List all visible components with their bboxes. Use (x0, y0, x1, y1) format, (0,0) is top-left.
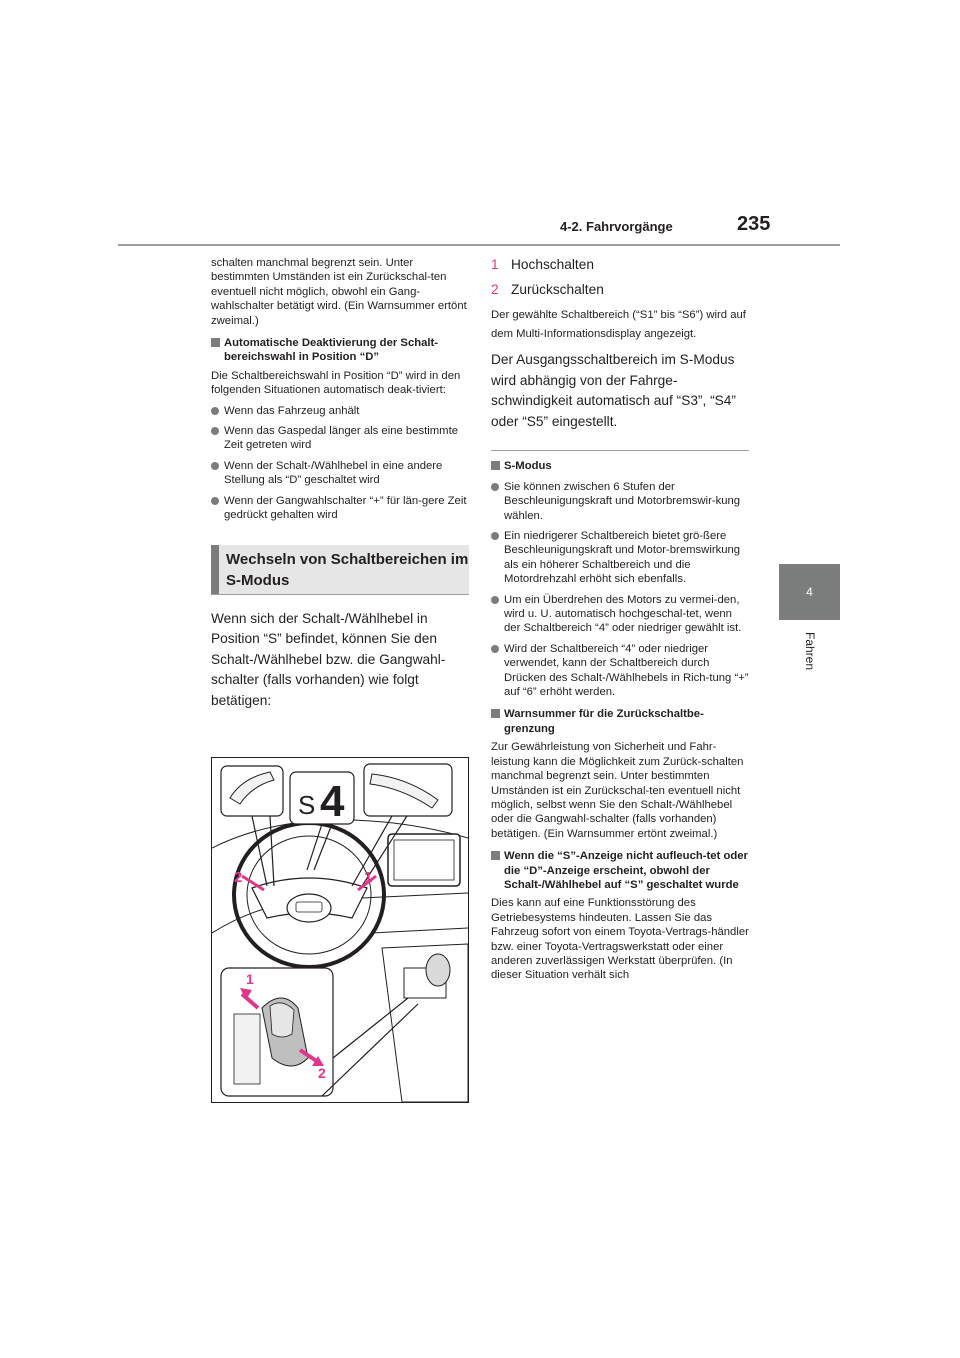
warning-buzzer-title (491, 707, 749, 736)
list-item-text: Wenn das Gaspedal länger als eine bestimmte Zeit getreten wird (224, 425, 459, 452)
list-item-text: Wenn das Fahrzeug anhält (224, 404, 360, 417)
initial-range-paragraph: Der Ausgangsschaltbereich im S-Modus wird abhängig von der Fahrge-schwindigkeit automatisch auf “S3”, “S4” oder “S5” eingestellt. (491, 352, 736, 429)
list-item (211, 404, 469, 418)
s-indicator-title (491, 849, 749, 892)
s-indicator-text: Dies kann auf eine Funktionsstörung des Getriebesystems hindeuten. Lassen Sie das Fahrzeug sofort von einem Toyota-Vertrags-händler bzw. einer Toyota-Vertragswerkstatt oder einer anderen zuverlässigen Werkstatt überprüfen. (In dieser Situation verhält sich (491, 897, 749, 982)
display-gear-number: 4 (320, 777, 345, 826)
bullet-icon (211, 462, 219, 470)
square-bullet-icon (491, 709, 500, 718)
square-bullet-icon (211, 338, 220, 347)
list-item (491, 256, 749, 274)
square-bullet-icon (491, 461, 500, 470)
section-title: 4-2. Fahrvorgänge (560, 219, 673, 234)
downshift-label: 2 (234, 869, 243, 886)
bullet-icon (491, 645, 499, 653)
upshift-label: 1 (364, 869, 373, 886)
list-item (491, 281, 749, 299)
list-item (491, 529, 749, 587)
intro-paragraph: schalten manchmal begrenzt sein. Unter bestimmten Umständen ist ein Zurückschal-ten eventuell nicht möglich, obwohl ein Gang-wahlschalter betätigt wird. (Ein Warnsummer ertönt zweimal.) (211, 257, 467, 327)
item-number: 2 (491, 282, 499, 297)
list-item-text: Sie können zwischen 6 Stufen der Beschleunigungskraft und Motorbremswir-kung wählen. (504, 480, 741, 522)
warning-buzzer-text: Zur Gewährleistung von Sicherheit und Fahr-leistung kann die Möglichkeit zum Zurück-schalten manchmal begrenzt sein. Unter bestimmten Umständen ist ein Zurückschal-ten eventuell nicht möglich, selbst wenn Sie den Schalt-/Wählhebel oder die Gangwahl-schalter (falls vorhanden) betätigen. (Ein Warnsummer ertönt zweimal.) (491, 741, 744, 840)
bullet-icon (211, 427, 219, 435)
list-item (491, 593, 749, 636)
list-item-text: Um ein Überdrehen des Motors zu vermei-den, wird u. U. automatisch hochgeschal-tet, wenn der Schaltbereich “4” oder niedriger gewählt ist. (504, 593, 742, 635)
heading-accent-bar (211, 545, 219, 594)
section-heading-box (211, 545, 469, 595)
list-item (211, 459, 469, 488)
item-text: Hochschalten (511, 257, 594, 272)
list-item-text: Wird der Schaltbereich “4” oder niedriger verwendet, kann der Schaltbereich durch Drücken des Schalt-/Wählhebels in Rich-tung “+” auf “6” erhöht werden. (504, 642, 749, 699)
section-title-text: Warnsummer für die Zurückschaltbe-grenzung (504, 708, 704, 735)
infotainment-screen-icon (388, 834, 460, 886)
shift-illustration (211, 757, 469, 1103)
right-column (491, 256, 749, 989)
header-rule (118, 244, 840, 246)
bullet-icon (211, 407, 219, 415)
smode-title (491, 459, 749, 473)
display-note: Der gewählte Schaltbereich (“S1” bis “S6”) wird auf dem Multi-Informationsdisplay angezeigt. (491, 309, 746, 340)
bullet-icon (491, 596, 499, 604)
list-item (491, 642, 749, 700)
list-item-text: Ein niedrigerer Schaltbereich bietet grö-ßere Beschleunigungskraft und Motor-bremswirkung als ein höherer Schaltbereich und die Motordrehzahl erhöht sich ebenfalls. (504, 530, 741, 586)
list-item-text: Wenn der Schalt-/Wählhebel in eine andere Stellung als “D” geschaltet wird (224, 459, 443, 487)
illustration-svg (212, 758, 468, 1102)
list-item (211, 424, 469, 453)
item-number: 1 (491, 257, 499, 272)
body-paragraph: Wenn sich der Schalt-/Wählhebel in Position “S” befindet, können Sie den Schalt-/Wählhebel bzw. die Gangwahl-schalter (falls vorhanden) wie folgt betätigen: (211, 610, 446, 708)
section-title-text: Wenn die “S”-Anzeige nicht aufleuch-tet oder die “D”-Anzeige erscheint, obwohl der Schalt-/Wählhebel auf “S” geschaltet wurde (504, 850, 748, 891)
display-s-text: S (298, 790, 316, 820)
section-divider (491, 450, 749, 451)
lever-downshift-label: 2 (318, 1065, 326, 1081)
section-title-text: Automatische Deaktivierung der Schalt-bereichswahl in Position “D” (224, 337, 439, 364)
item-text: Zurückschalten (511, 282, 604, 297)
list-item (491, 480, 749, 523)
bullet-icon (211, 497, 219, 505)
lever-upshift-label: 1 (246, 971, 254, 987)
chapter-label: Fahren (803, 632, 817, 671)
square-bullet-icon (491, 851, 500, 860)
list-item (211, 494, 469, 523)
bullet-icon (491, 483, 499, 491)
list-item-text: Wenn der Gangwahlschalter “+” für län-gere Zeit gedrückt gehalten wird (224, 494, 467, 522)
section-heading: Wechseln von Schaltbereichen im S-Modus (226, 550, 469, 589)
section-deactivation-title (211, 336, 469, 365)
chapter-tab[interactable]: 4 (779, 564, 840, 620)
section-title-text: S-Modus (504, 460, 552, 473)
page-number: 235 (737, 213, 771, 235)
bullet-icon (491, 532, 499, 540)
shift-knob-icon (426, 954, 450, 986)
left-column (211, 256, 469, 711)
section-deactivation-text: Die Schaltbereichswahl in Position “D” wird in den folgenden Situationen automatisch deak-tiviert: (211, 369, 461, 397)
